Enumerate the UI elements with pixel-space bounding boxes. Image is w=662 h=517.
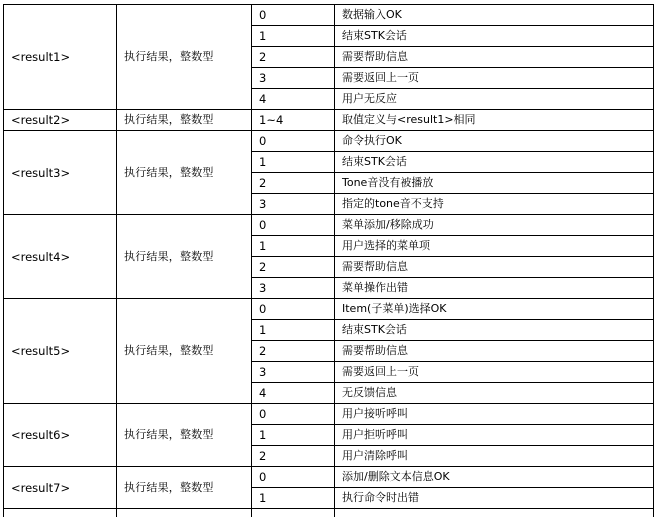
result-value-cell: 4 [252,89,335,110]
result-meaning-cell: 无反馈信息 [335,383,654,404]
result-value-cell: 3 [252,278,335,299]
result-meaning-cell: 需要帮助信息 [335,257,654,278]
table-row [4,5,654,26]
result-meaning-cell: 结束STK会话 [335,320,654,341]
result-meaning-cell: 命令执行OK [335,131,654,152]
result-value-cell: 2 [252,257,335,278]
result-meaning-cell: 用户清除呼叫 [335,446,654,467]
param-name-cell: <result7> [4,467,117,509]
result-value-cell: 0 [252,5,335,26]
result-meaning-cell: 用户拒听呼叫 [335,425,654,446]
param-description-cell: 执行结果，整数型 [117,215,252,299]
result-value-cell: 3 [252,362,335,383]
table-row-continuation [4,509,654,517]
result-meaning-cell: Item(子菜单)选择OK [335,299,654,320]
param-description-cell: 执行结果，整数型 [117,299,252,404]
empty-cell [4,509,117,517]
result-value-cell: 1 [252,26,335,47]
result-meaning-cell: 执行命令时出错 [335,488,654,509]
param-description-cell: 执行结果，整数型 [117,110,252,131]
table-row [4,110,654,131]
result-meaning-cell: 需要返回上一页 [335,68,654,89]
param-name-cell: <result6> [4,404,117,467]
param-description-cell: 执行结果，整数型 [117,404,252,467]
result-value-cell: 1 [252,425,335,446]
table-row [4,467,654,488]
result-value-cell: 2 [252,341,335,362]
result-value-cell: 0 [252,404,335,425]
table-row [4,215,654,236]
table-row [4,299,654,320]
result-meaning-cell: 菜单添加/移除成功 [335,215,654,236]
table-body [4,5,654,517]
empty-cell [117,509,252,517]
param-name-cell: <result4> [4,215,117,299]
result-meaning-cell: 菜单操作出错 [335,278,654,299]
param-description-cell: 执行结果，整数型 [117,467,252,509]
result-meaning-cell: 需要帮助信息 [335,47,654,68]
result-value-cell: 1 [252,320,335,341]
result-meaning-cell: 用户选择的菜单项 [335,236,654,257]
result-value-cell: 1~4 [252,110,335,131]
result-value-cell: 3 [252,68,335,89]
result-value-cell: 1 [252,236,335,257]
result-value-cell: 2 [252,47,335,68]
result-meaning-cell: 用户接听呼叫 [335,404,654,425]
empty-cell [252,509,335,517]
result-value-cell: 1 [252,488,335,509]
result-value-cell: 0 [252,215,335,236]
result-meaning-cell: 需要帮助信息 [335,341,654,362]
result-value-cell: 0 [252,299,335,320]
result-meaning-cell: 结束STK会话 [335,26,654,47]
param-name-cell: <result5> [4,299,117,404]
result-value-cell: 2 [252,446,335,467]
result-value-cell: 1 [252,152,335,173]
result-code-table [3,4,654,517]
result-value-cell: 0 [252,467,335,488]
result-meaning-cell: 需要返回上一页 [335,362,654,383]
result-value-cell: 4 [252,383,335,404]
result-meaning-cell: Tone音没有被播放 [335,173,654,194]
result-meaning-cell: 取值定义与<result1>相同 [335,110,654,131]
result-meaning-cell: 数据输入OK [335,5,654,26]
table-row [4,404,654,425]
result-value-cell: 3 [252,194,335,215]
param-description-cell: 执行结果，整数型 [117,131,252,215]
result-meaning-cell: 添加/删除文本信息OK [335,467,654,488]
param-name-cell: <result2> [4,110,117,131]
empty-cell [335,509,654,517]
param-name-cell: <result3> [4,131,117,215]
result-value-cell: 0 [252,131,335,152]
result-meaning-cell: 用户无反应 [335,89,654,110]
result-meaning-cell: 指定的tone音不支持 [335,194,654,215]
param-description-cell: 执行结果，整数型 [117,5,252,110]
table-row [4,131,654,152]
result-value-cell: 2 [252,173,335,194]
param-name-cell: <result1> [4,5,117,110]
result-meaning-cell: 结束STK会话 [335,152,654,173]
